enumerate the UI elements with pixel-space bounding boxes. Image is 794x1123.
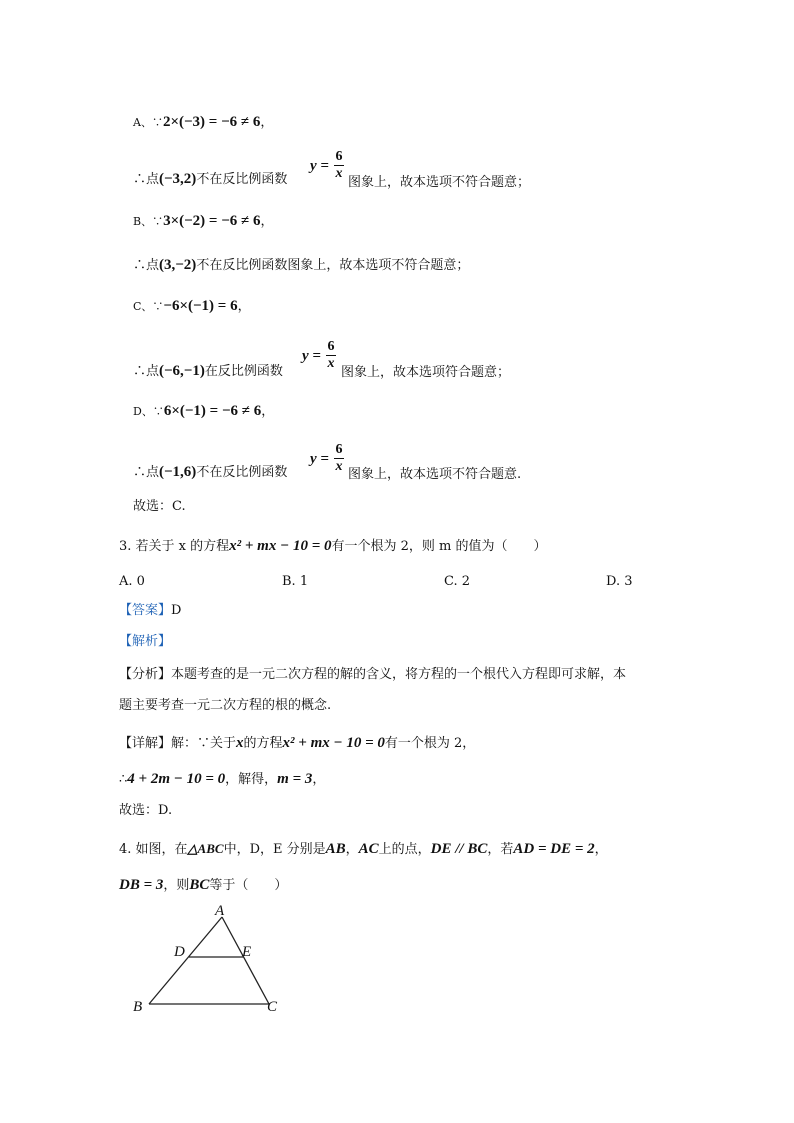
option-b-tail: 不在反比例函数图象上，故本选项不符合题意； xyxy=(196,258,470,273)
q4-line1-c: 上的点， xyxy=(378,842,431,857)
q3-detail-line xyxy=(119,734,475,753)
option-b-condition xyxy=(133,212,274,231)
label-a: A xyxy=(215,903,225,919)
option-a-condition xyxy=(133,113,273,132)
therefore-b: ∴点 xyxy=(133,258,160,273)
q3-equation: x² + mx − 10 = 0 xyxy=(229,538,332,554)
fenxi-tag: 【分析】 xyxy=(119,667,172,682)
q4-ab: AB xyxy=(325,841,346,857)
q3-stem-a: 3. 若关于 x 的方程 xyxy=(119,539,230,554)
q3-choice-a: A. 0 xyxy=(119,574,145,589)
option-d-end: ， xyxy=(261,404,275,419)
label-b: B xyxy=(133,999,143,1015)
answer-q2: 故选：C. xyxy=(133,499,186,514)
q3-answer-line xyxy=(119,602,181,620)
therefore-c: ∴点 xyxy=(133,364,160,379)
side-ac xyxy=(222,917,269,1004)
q3-step-line xyxy=(119,770,325,789)
q3-fenxi-line1 xyxy=(119,666,626,684)
q4-triangle: △ABC xyxy=(187,841,224,856)
option-c-conclusion xyxy=(133,362,283,381)
q3-choice-c: C. 2 xyxy=(444,574,471,589)
q3-conclusion: 故选：D. xyxy=(119,803,173,818)
fraction-a-denominator: x xyxy=(335,166,343,181)
option-c-mid: 在反比例函数 xyxy=(204,364,283,379)
option-a-expression: 2×(−3) = −6 ≠ 6 xyxy=(162,114,261,130)
q4-condition-2: DB = 3 xyxy=(119,877,164,893)
detail-x: x xyxy=(236,735,244,751)
triangle-figure xyxy=(125,900,295,1020)
q4-parallel: DE // BC xyxy=(430,841,488,857)
point-d: (−1,6) xyxy=(159,464,197,480)
option-c-expression: −6×(−1) = 6 xyxy=(163,298,238,314)
side-ab xyxy=(149,917,222,1004)
option-d-label: D、∵ xyxy=(133,405,164,418)
therefore-a: ∴点 xyxy=(133,172,160,187)
fraction-a xyxy=(334,150,344,181)
q4-condition-1: AD = DE = 2 xyxy=(513,841,595,857)
fraction-d-numerator: 6 xyxy=(335,442,343,457)
option-a-conclusion xyxy=(133,170,287,189)
point-a: (−3,2) xyxy=(159,171,197,187)
option-b-end: ， xyxy=(260,214,274,229)
step-equation: 4 + 2m − 10 = 0 xyxy=(127,771,226,787)
option-d-mid: 不在反比例函数 xyxy=(196,465,288,480)
option-d-tail: 图象上，故本选项不符合题意. xyxy=(348,467,522,482)
option-b-conclusion xyxy=(133,256,469,275)
point-c: (−6,−1) xyxy=(159,363,205,379)
fraction-c-numerator: 6 xyxy=(327,339,335,354)
fenxi-text-1: 本题考查的是一元二次方程的解的含义，将方程的一个根代入方程即可求解，本 xyxy=(171,667,627,682)
fraction-a-numerator: 6 xyxy=(335,149,343,164)
detail-b: 的方程 xyxy=(243,736,283,751)
q4-line1-e: ， xyxy=(594,842,608,857)
q3-stem-b: 有一个根为 2，则 m 的值为（ ） xyxy=(331,539,547,554)
q3-answer: D xyxy=(171,603,182,618)
option-b-label: B、∵ xyxy=(133,215,164,228)
fraction-d xyxy=(334,443,344,474)
option-a-end: ， xyxy=(260,115,274,130)
option-c-tail: 图象上，故本选项符合题意； xyxy=(341,365,511,380)
q4-line1-b: 中，D，E 分别是 xyxy=(223,842,326,857)
label-c: C xyxy=(267,999,278,1015)
q4-ac: AC xyxy=(358,841,379,857)
q4-line1-a: 4. 如图，在 xyxy=(119,842,188,857)
option-d-conclusion xyxy=(133,463,287,482)
fraction-c-denominator: x xyxy=(327,356,335,371)
option-c-condition xyxy=(133,297,251,316)
function-y-a: y = xyxy=(310,158,329,174)
step-mid: ，解得， xyxy=(225,772,278,787)
therefore-d: ∴点 xyxy=(133,465,160,480)
question-4-line2 xyxy=(119,876,287,895)
option-c-end: ， xyxy=(237,299,251,314)
detail-equation: x² + mx − 10 = 0 xyxy=(282,735,385,751)
q4-line1-d: ，若 xyxy=(487,842,514,857)
function-y-c: y = xyxy=(302,348,321,364)
step-end: ， xyxy=(312,772,326,787)
q3-fenxi-line2: 题主要考查一元二次方程的根的概念. xyxy=(119,698,332,713)
option-a-label: A、∵ xyxy=(133,116,163,129)
fraction-c xyxy=(326,340,336,371)
label-e: E xyxy=(242,944,252,960)
q3-choice-d: D. 3 xyxy=(606,574,633,589)
q4-comma1: ， xyxy=(345,842,359,857)
q4-line2-b: ，则 xyxy=(163,878,190,893)
option-d-expression: 6×(−1) = −6 ≠ 6 xyxy=(163,403,262,419)
q4-bc: BC xyxy=(189,877,210,893)
step-therefore: ∴ xyxy=(119,772,128,787)
detail-tag: 【详解】 xyxy=(119,736,172,751)
point-b: (3,−2) xyxy=(159,257,197,273)
option-b-expression: 3×(−2) = −6 ≠ 6 xyxy=(163,213,261,229)
option-c-label: C、∵ xyxy=(133,300,164,313)
question-4-line1 xyxy=(119,840,608,859)
q4-line2-c: 等于（ ） xyxy=(209,878,288,893)
option-d-condition xyxy=(133,402,274,421)
q3-choice-b: B. 1 xyxy=(282,574,309,589)
option-a-tail: 图象上，故本选项不符合题意； xyxy=(348,175,531,190)
step-result: m = 3 xyxy=(277,771,313,787)
fraction-d-denominator: x xyxy=(335,459,343,474)
option-a-mid: 不在反比例函数 xyxy=(196,172,288,187)
question-3-stem xyxy=(119,537,547,556)
label-d: D xyxy=(174,944,185,960)
detail-c: 有一个根为 2， xyxy=(384,736,476,751)
answer-tag: 【答案】 xyxy=(119,603,172,618)
analysis-tag: 【解析】 xyxy=(119,634,172,649)
detail-a: 解：∵关于 xyxy=(171,736,237,751)
function-y-d: y = xyxy=(310,451,329,467)
